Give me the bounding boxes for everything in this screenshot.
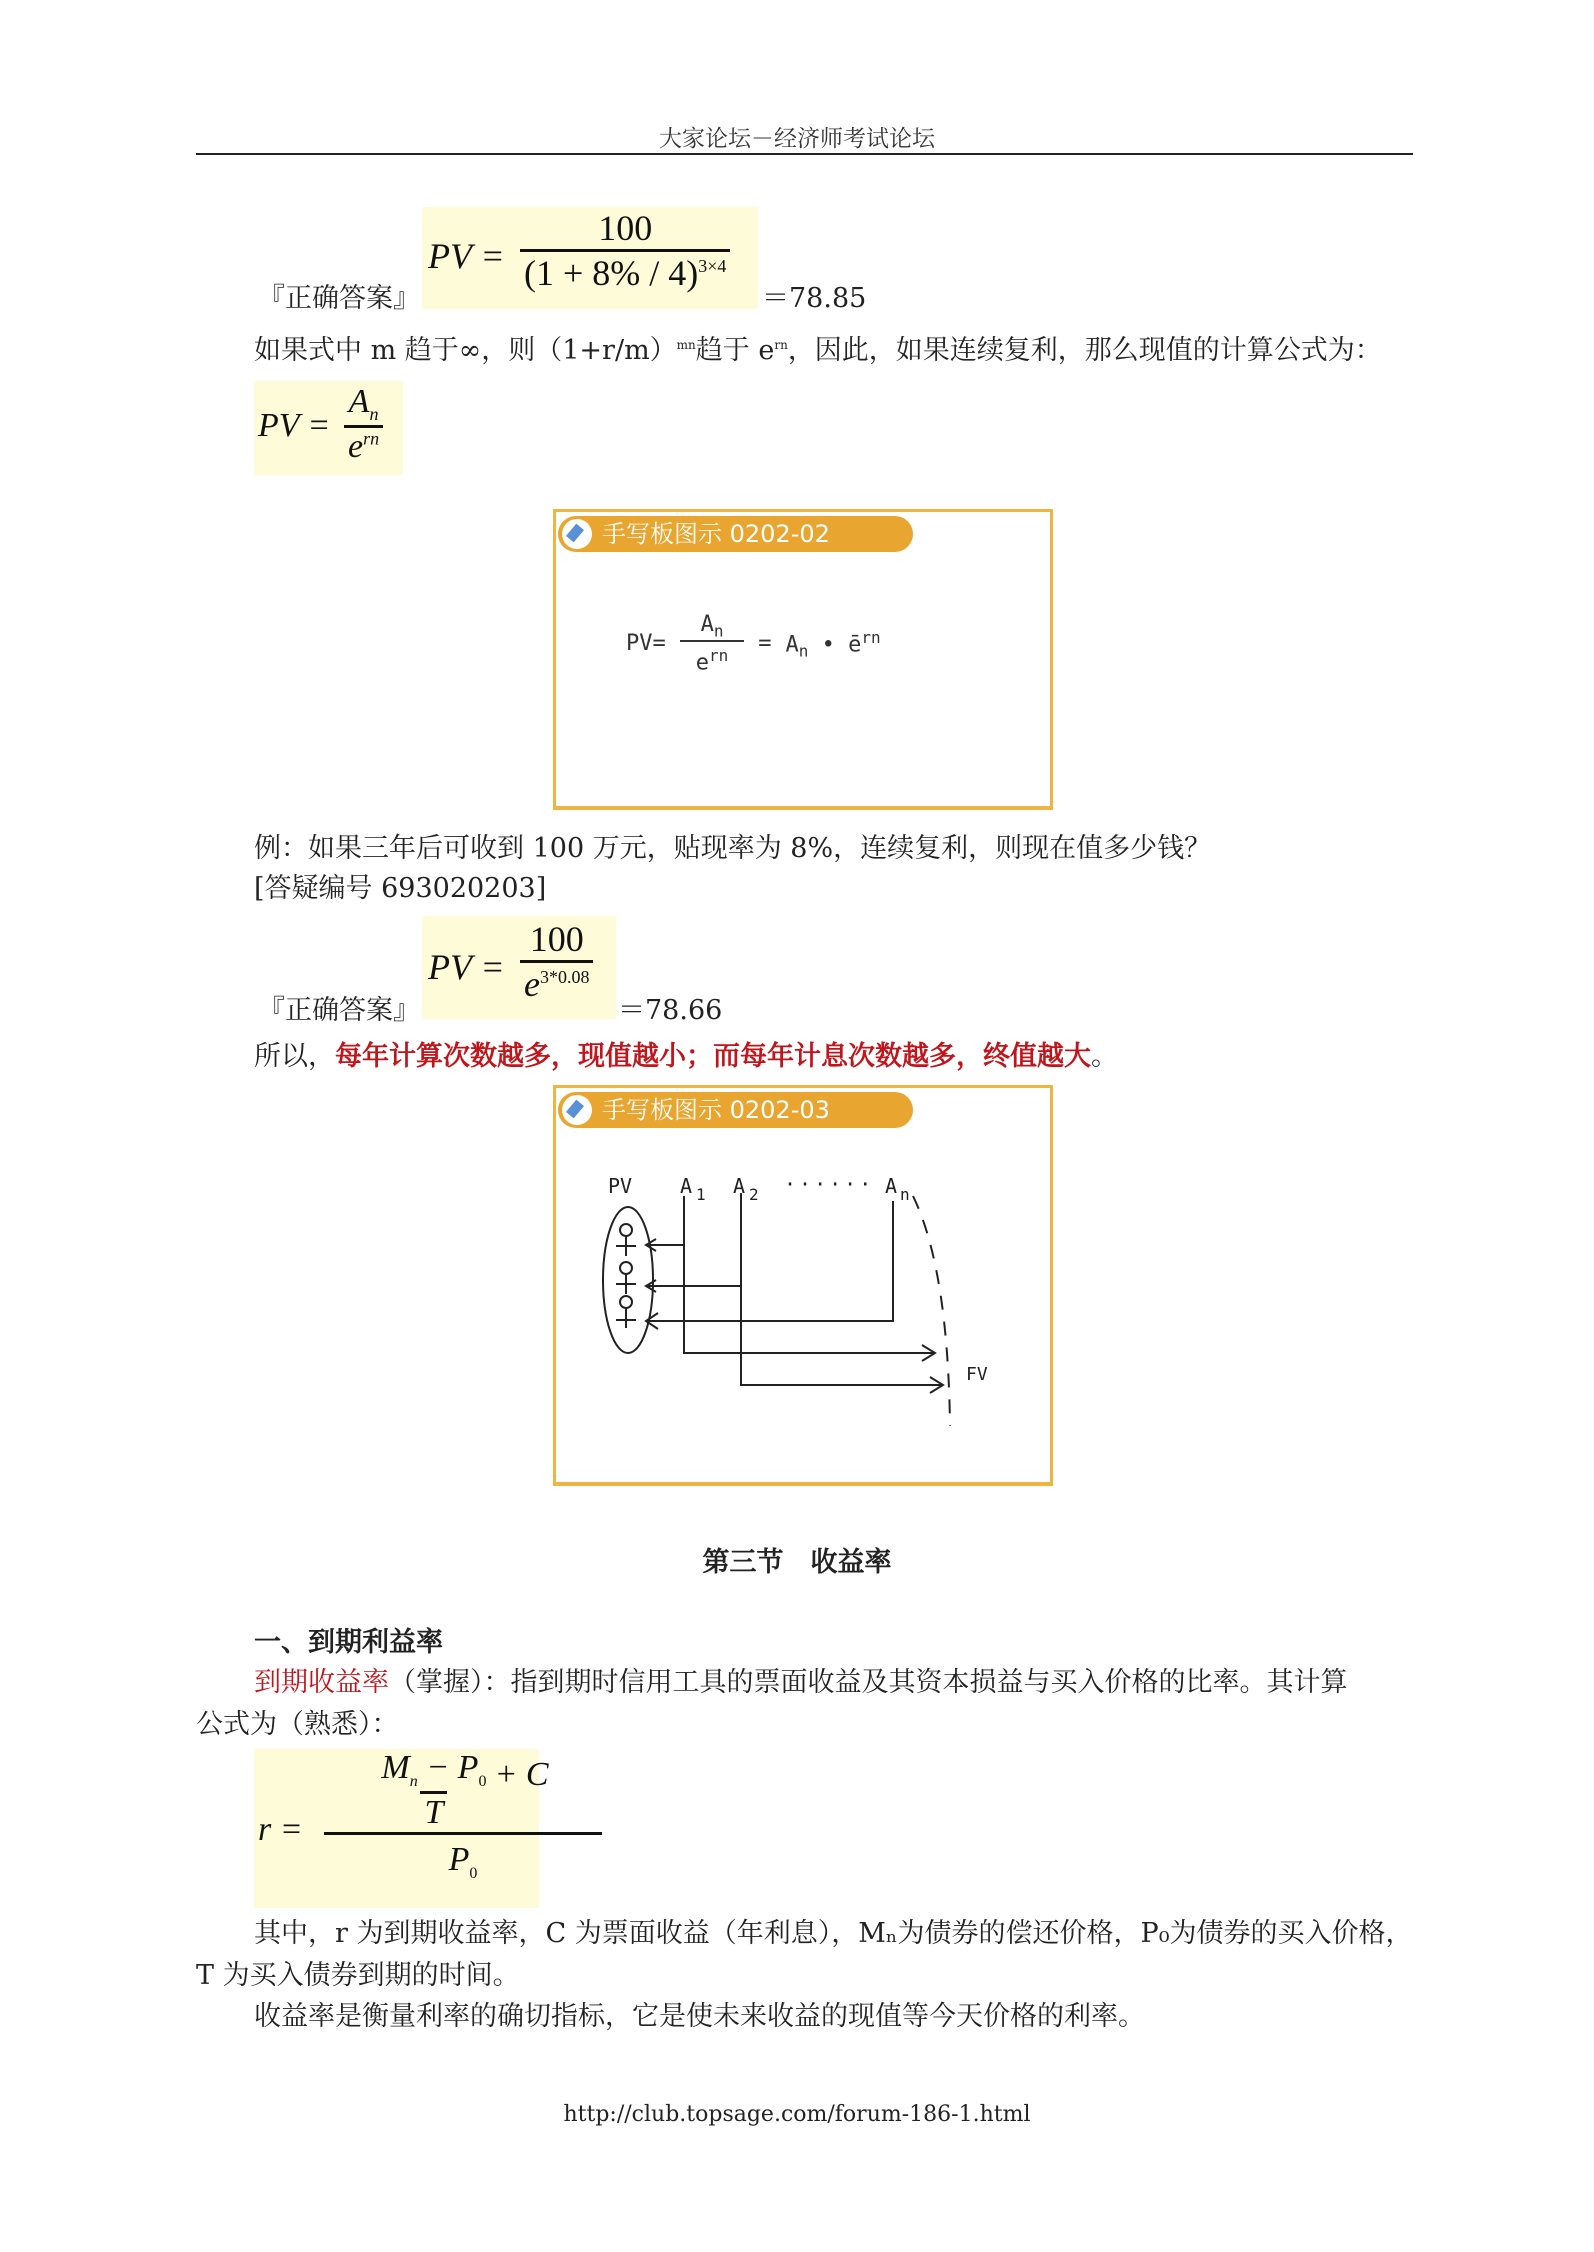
cash-flow-diagram <box>556 1088 1050 1482</box>
figure-label: 手写板图示 0202-03 <box>602 1096 830 1124</box>
conclusion <box>254 1040 1118 1074</box>
text: （掌握）：指到期时信用工具的票面收益及其资本损益与买入价格的比率。其计算 <box>389 1667 1348 1698</box>
m-symbol: M <box>381 1749 410 1786</box>
a2-label: A <box>733 1174 746 1198</box>
formula-pv-example2 <box>422 916 616 1019</box>
minus-p: − P <box>417 1749 479 1786</box>
formula-denominator: e <box>348 427 364 465</box>
a2-flow <box>741 1193 943 1393</box>
formula-pv-continuous <box>254 381 403 475</box>
hw-lhs: PV= <box>626 631 666 657</box>
paragraph-continuous <box>254 328 1382 368</box>
a2-discount-arrow <box>646 1280 741 1292</box>
text: 所以， <box>254 1041 335 1072</box>
figure-label-pill <box>558 516 913 552</box>
pencil-icon <box>562 519 592 549</box>
formula-numerator: A <box>348 383 370 420</box>
text: 趋于 e <box>695 335 775 366</box>
handwriting-figure-0202-03 <box>553 1085 1053 1486</box>
text: 如果式中 m 趋于∞，则（1+r/m） <box>254 335 677 366</box>
sup: rn <box>363 428 380 449</box>
hw-rhs: A <box>785 631 799 657</box>
sup: rn <box>709 646 729 666</box>
an-sub: n <box>900 1185 910 1204</box>
formula-yield <box>254 1749 549 1908</box>
hw-eq: = <box>758 631 772 657</box>
sub: n <box>409 1772 418 1790</box>
handwritten-formula <box>626 612 881 676</box>
sub: n <box>713 621 724 641</box>
plus-circles <box>616 1224 636 1328</box>
hw-e: ē <box>848 631 862 657</box>
t-symbol: T <box>420 1791 447 1832</box>
sup: rn <box>774 338 788 352</box>
a2-sub: 2 <box>749 1185 759 1204</box>
definition-term: 到期收益率 <box>254 1667 389 1698</box>
explanation-line-2: T 为买入债券到期的时间。 <box>196 1960 520 1991</box>
formula-numerator: 100 <box>529 919 584 959</box>
explanation-line-3: 收益率是衡量利率的确切指标，它是使未来收益的现值等今天价格的利率。 <box>254 2001 1145 2032</box>
formula-denominator: e <box>524 964 540 1004</box>
question-ref: [答疑编号 693020203] <box>254 873 547 904</box>
sub: n <box>369 403 379 424</box>
page-header: 大家论坛－经济师考试论坛 <box>659 126 935 152</box>
sup: rn <box>861 627 881 647</box>
a1-discount-arrow <box>646 1239 684 1251</box>
an-label: A <box>885 1174 898 1198</box>
a1-label: A <box>680 1174 693 1198</box>
formula-exponent: 3*0.08 <box>539 967 590 987</box>
answer-result: ＝78.85 <box>762 283 867 314</box>
a1-sub: 1 <box>696 1185 706 1204</box>
formula-lhs: r = <box>258 1811 303 1848</box>
text: ，因此，如果连续复利，那么现值的计算公式为： <box>787 335 1382 366</box>
formula-lhs: PV = <box>428 236 505 276</box>
formula-numerator: 100 <box>598 208 653 248</box>
formula-lhs: PV = <box>428 947 505 987</box>
section-title: 第三节 收益率 <box>702 1547 892 1578</box>
handwriting-figure-0202-02 <box>553 509 1053 810</box>
answer-label: 『正确答案』 <box>258 283 420 314</box>
hw-dot: • <box>821 631 835 657</box>
formula-exponent: 3×4 <box>698 256 727 276</box>
answer-result: ＝78.66 <box>618 995 723 1026</box>
formula-pv-discrete <box>422 207 758 309</box>
sup: mn <box>676 338 696 352</box>
hw-den: e <box>695 650 709 676</box>
fv-label: FV <box>966 1364 988 1385</box>
formula-denominator: (1 + 8% / 4) <box>524 253 699 293</box>
p-symbol: P <box>448 1840 470 1878</box>
subsection-heading: 一、到期利益率 <box>254 1627 443 1658</box>
answer-label: 『正确答案』 <box>258 995 420 1026</box>
definition-paragraph <box>254 1666 1348 1700</box>
plus-c: + C <box>494 1756 549 1794</box>
sub: n <box>798 641 809 661</box>
pv-ellipse <box>603 1207 653 1353</box>
footer-url: http://club.topsage.com/forum-186-1.html <box>563 2102 1031 2127</box>
sub: 0 <box>478 1772 487 1790</box>
explanation-line-1: 其中，r 为到期收益率，C 为票面收益（年利息），Mₙ为债券的偿还价格，P₀为债券的买入价格， <box>254 1918 1413 1949</box>
figure-label: 手写板图示 0202-02 <box>602 520 830 548</box>
formula-lhs: PV = <box>258 407 331 444</box>
hw-num: A <box>700 612 714 637</box>
text: 。 <box>1091 1041 1118 1072</box>
pv-label: PV <box>608 1174 633 1198</box>
dots: ······ <box>784 1172 875 1196</box>
definition-paragraph-cont: 公式为（熟悉）： <box>196 1709 399 1740</box>
a1-flow <box>684 1196 935 1361</box>
header-rule <box>196 153 1413 155</box>
example-question: 例：如果三年后可收到 100 万元，贴现率为 8%，连续复利，则现在值多少钱？ <box>254 833 1212 864</box>
sub: 0 <box>469 1864 478 1882</box>
highlight-text: 每年计算次数越多，现值越小；而每年计息次数越多，终值越大 <box>335 1041 1091 1072</box>
